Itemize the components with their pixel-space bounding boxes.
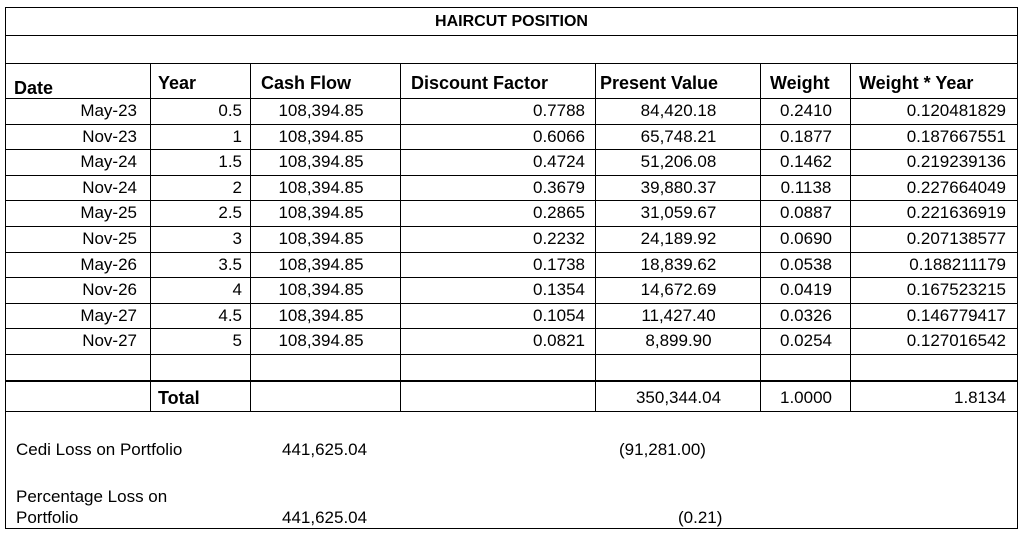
row-line: [6, 252, 1017, 253]
cell-weight: 0.0887: [780, 203, 832, 222]
row-line: [6, 149, 1017, 150]
cell-present-value: 84,420.18: [640, 101, 717, 120]
cell-year: 4.5: [218, 306, 242, 325]
cedi-loss-label: Cedi Loss on Portfolio: [16, 440, 183, 459]
cell-cash-flow: 108,394.85: [278, 152, 364, 171]
cell-weight-year: 0.219239136: [906, 152, 1006, 171]
header-date: Date: [14, 78, 54, 98]
cell-year: 1.5: [218, 152, 242, 171]
cell-year: 2.5: [218, 203, 242, 222]
cell-date: Nov-23: [82, 127, 137, 146]
haircut-position-sheet: [5, 7, 1018, 529]
cell-discount-factor: 0.0821: [533, 331, 585, 350]
header-cash-flow: Cash Flow: [261, 73, 352, 93]
cell-present-value: 65,748.21: [640, 127, 717, 146]
total-top-line: [6, 381, 1017, 382]
cell-weight: 0.2410: [780, 101, 832, 120]
cell-present-value: 18,839.62: [640, 255, 717, 274]
cell-date: Nov-26: [82, 280, 137, 299]
row-line: [6, 354, 1017, 355]
row-line: [6, 200, 1017, 201]
cell-date: May-24: [80, 152, 137, 171]
header-weight-year: Weight * Year: [859, 73, 974, 93]
cell-cash-flow: 108,394.85: [278, 306, 364, 325]
cell-year: 1: [232, 127, 242, 146]
cell-present-value: 14,672.69: [640, 280, 717, 299]
cell-discount-factor: 0.3679: [533, 178, 585, 197]
row-line: [6, 175, 1017, 176]
cell-discount-factor: 0.7788: [533, 101, 585, 120]
total-weight-year: 1.8134: [954, 388, 1006, 407]
cell-weight-year: 0.127016542: [906, 331, 1006, 350]
cell-date: May-26: [80, 255, 137, 274]
cell-date: May-27: [80, 306, 137, 325]
header-discount-factor: Discount Factor: [411, 73, 549, 93]
header-year: Year: [158, 73, 197, 93]
cell-year: 0.5: [218, 101, 242, 120]
cell-weight-year: 0.167523215: [906, 280, 1006, 299]
header-weight: Weight: [770, 73, 830, 93]
cedi-loss-value: (91,281.00): [619, 440, 706, 459]
cell-discount-factor: 0.1354: [533, 280, 585, 299]
cell-discount-factor: 0.4724: [533, 152, 585, 171]
sheet-title: HAIRCUT POSITION: [435, 13, 588, 30]
cell-discount-factor: 0.2232: [533, 229, 585, 248]
cell-year: 3.5: [218, 255, 242, 274]
cell-cash-flow: 108,394.85: [278, 280, 364, 299]
cell-year: 2: [232, 178, 242, 197]
cell-weight: 0.1877: [780, 127, 832, 146]
cell-date: Nov-25: [82, 229, 137, 248]
cell-year: 4: [232, 280, 242, 299]
row-line: [6, 328, 1017, 329]
cell-weight-year: 0.188211179: [909, 255, 1006, 274]
header-bottom-line: [6, 98, 1017, 99]
cell-discount-factor: 0.1054: [533, 306, 585, 325]
cell-weight-year: 0.146779417: [906, 306, 1006, 325]
row-line: [6, 124, 1017, 125]
cell-cash-flow: 108,394.85: [278, 331, 364, 350]
cell-date: May-25: [80, 203, 137, 222]
total-weight: 1.0000: [780, 388, 832, 407]
cell-weight-year: 0.120481829: [906, 101, 1006, 120]
cell-weight: 0.0326: [780, 306, 832, 325]
cell-weight: 0.0419: [780, 280, 832, 299]
cell-weight-year: 0.227664049: [906, 178, 1006, 197]
cedi-loss-amount: 441,625.04: [282, 440, 368, 459]
cell-date: Nov-24: [82, 178, 137, 197]
cell-cash-flow: 108,394.85: [278, 203, 364, 222]
cell-weight-year: 0.187667551: [906, 127, 1006, 146]
header-present-value: Present Value: [600, 73, 719, 93]
cell-weight-year: 0.207138577: [906, 229, 1006, 248]
pct-loss-amount: 441,625.04: [282, 508, 368, 527]
cell-weight: 0.0690: [780, 229, 832, 248]
cell-discount-factor: 0.1738: [533, 255, 585, 274]
cell-discount-factor: 0.6066: [533, 127, 585, 146]
cell-cash-flow: 108,394.85: [278, 178, 364, 197]
title-divider: [6, 35, 1017, 36]
cell-present-value: 8,899.90: [645, 331, 712, 350]
row-line: [6, 303, 1017, 304]
cell-present-value: 51,206.08: [640, 152, 717, 171]
cell-cash-flow: 108,394.85: [278, 229, 364, 248]
summary-top-line: [6, 411, 1017, 412]
cell-cash-flow: 108,394.85: [278, 101, 364, 120]
cell-weight: 0.1138: [780, 178, 832, 197]
row-line: [6, 226, 1017, 227]
cell-present-value: 11,427.40: [641, 306, 716, 325]
pct-loss-label-line1: Percentage Loss on: [16, 487, 168, 506]
cell-weight: 0.1462: [780, 152, 832, 171]
cell-present-value: 31,059.67: [640, 203, 717, 222]
cell-present-value: 39,880.37: [640, 178, 717, 197]
row-line: [6, 380, 1017, 381]
cell-discount-factor: 0.2865: [533, 203, 585, 222]
row-line: [6, 277, 1017, 278]
cell-weight: 0.0538: [780, 255, 832, 274]
pct-loss-value: (0.21): [678, 508, 723, 527]
pct-loss-label-line2: Portfolio: [16, 508, 79, 527]
total-label: Total: [158, 388, 200, 408]
cell-weight: 0.0254: [780, 331, 832, 350]
cell-year: 3: [232, 229, 242, 248]
cell-year: 5: [232, 331, 242, 350]
cell-date: May-23: [80, 101, 137, 120]
header-top-line: [6, 63, 1017, 64]
cell-present-value: 24,189.92: [640, 229, 717, 248]
total-present-value: 350,344.04: [635, 388, 722, 407]
cell-date: Nov-27: [82, 331, 137, 350]
cell-cash-flow: 108,394.85: [278, 127, 364, 146]
cell-weight-year: 0.221636919: [906, 203, 1006, 222]
cell-cash-flow: 108,394.85: [278, 255, 364, 274]
